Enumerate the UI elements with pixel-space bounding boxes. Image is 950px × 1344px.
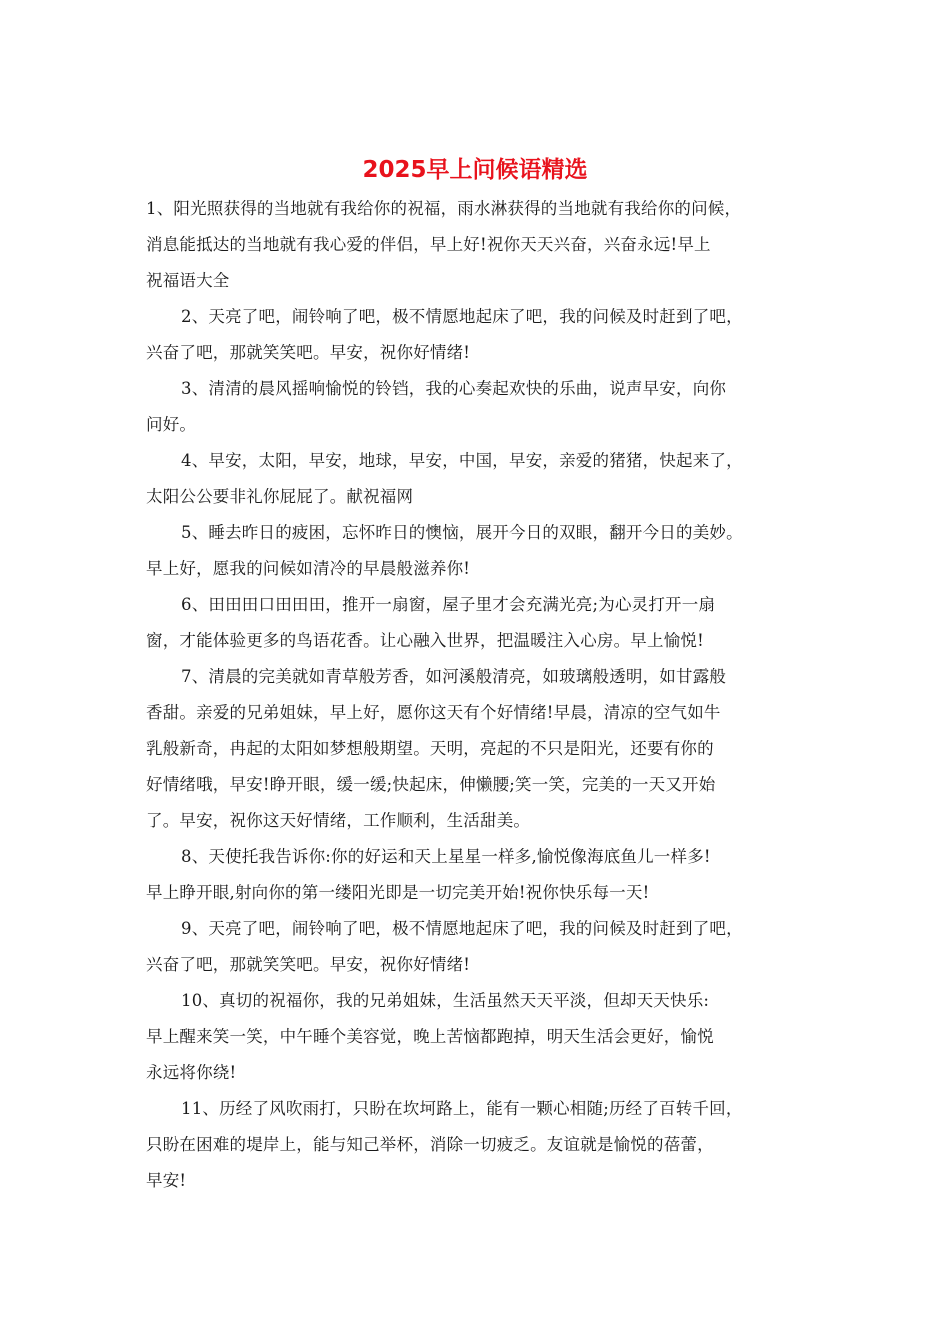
- paragraph-line: 兴奋了吧，那就笑笑吧。早安，祝你好情绪!: [146, 343, 471, 362]
- paragraph-line: 9、天亮了吧，闹铃响了吧，极不情愿地起床了吧，我的问候及时赶到了吧，: [181, 919, 743, 938]
- paragraph-line: 7、清晨的完美就如青草般芳香，如河溪般清亮，如玻璃般透明，如甘露般: [181, 667, 727, 686]
- page-title: 2025早上问候语精选: [362, 157, 588, 183]
- paragraph-5: [146, 515, 826, 587]
- paragraph-line: 太阳公公要非礼你屁屁了。献祝福网: [146, 487, 414, 506]
- paragraph-line: 10、真切的祝福你，我的兄弟姐妹，生活虽然天天平淡，但却天天快乐:: [181, 991, 710, 1010]
- paragraph-line: 5、睡去昨日的疲困，忘怀昨日的懊恼，展开今日的双眼，翻开今日的美妙。: [181, 523, 743, 542]
- paragraph-line: 窗，才能体验更多的鸟语花香。让心融入世界，把温暖注入心房。早上愉悦!: [146, 631, 704, 650]
- paragraph-9: [146, 911, 826, 983]
- paragraph-line: 只盼在困难的堤岸上，能与知己举杯，消除一切疲乏。友谊就是愉悦的蓓蕾，: [146, 1135, 714, 1154]
- paragraph-11: [146, 1091, 826, 1199]
- paragraph-7: [146, 659, 826, 839]
- paragraph-line: 早上醒来笑一笑，中午睡个美容觉，晚上苦恼都跑掉，明天生活会更好，愉悦: [146, 1027, 714, 1046]
- paragraph-line: 6、田田田口田田田，推开一扇窗，屋子里才会充满光亮;为心灵打开一扇: [181, 595, 716, 614]
- paragraph-1: [146, 191, 826, 299]
- paragraph-line: 兴奋了吧，那就笑笑吧。早安，祝你好情绪!: [146, 955, 471, 974]
- paragraph-line: 4、早安，太阳，早安，地球，早安，中国，早安，亲爱的猪猪，快起来了，: [181, 451, 743, 470]
- paragraph-2: [146, 299, 826, 371]
- paragraph-line: 香甜。亲爱的兄弟姐妹，早上好，愿你这天有个好情绪!早晨，清凉的空气如牛: [146, 703, 721, 722]
- paragraph-line: 早安!: [146, 1171, 187, 1190]
- paragraph-line: 8、天使托我告诉你:你的好运和天上星星一样多,愉悦像海底鱼儿一样多!: [181, 847, 711, 866]
- paragraph-line: 2、天亮了吧，闹铃响了吧，极不情愿地起床了吧，我的问候及时赶到了吧，: [181, 307, 743, 326]
- paragraph-line: 消息能抵达的当地就有我心爱的伴侣，早上好!祝你天天兴奋，兴奋永远!早上: [146, 235, 711, 254]
- paragraph-3: [146, 371, 826, 443]
- paragraph-line: 永远将你绕!: [146, 1063, 237, 1082]
- paragraph-8: [146, 839, 826, 911]
- paragraph-10: [146, 983, 826, 1091]
- paragraph-line: 祝福语大全: [146, 271, 230, 290]
- paragraph-line: 乳般新奇，冉起的太阳如梦想般期望。天明，亮起的不只是阳光，还要有你的: [146, 739, 714, 758]
- paragraph-line: 11、历经了风吹雨打，只盼在坎坷路上，能有一颗心相随;历经了百转千回，: [181, 1099, 743, 1118]
- paragraph-line: 好情绪哦，早安!睁开眼，缓一缓;快起床，伸懒腰;笑一笑，完美的一天又开始: [146, 775, 716, 794]
- paragraph-line: 早上好，愿我的问候如清冷的早晨般滋养你!: [146, 559, 471, 578]
- document-body: [146, 191, 826, 1199]
- paragraph-4: [146, 443, 826, 515]
- paragraph-line: 早上睁开眼,射向你的第一缕阳光即是一切完美开始!祝你快乐每一天!: [146, 883, 650, 902]
- paragraph-line: 了。早安，祝你这天好情绪，工作顺利，生活甜美。: [146, 811, 531, 830]
- paragraph-line: 1、阳光照获得的当地就有我给你的祝福，雨水淋获得的当地就有我给你的问候，: [146, 199, 742, 218]
- paragraph-6: [146, 587, 826, 659]
- paragraph-line: 问好。: [146, 415, 197, 434]
- paragraph-line: 3、清清的晨风摇响愉悦的铃铛，我的心奏起欢快的乐曲，说声早安，向你: [181, 379, 727, 398]
